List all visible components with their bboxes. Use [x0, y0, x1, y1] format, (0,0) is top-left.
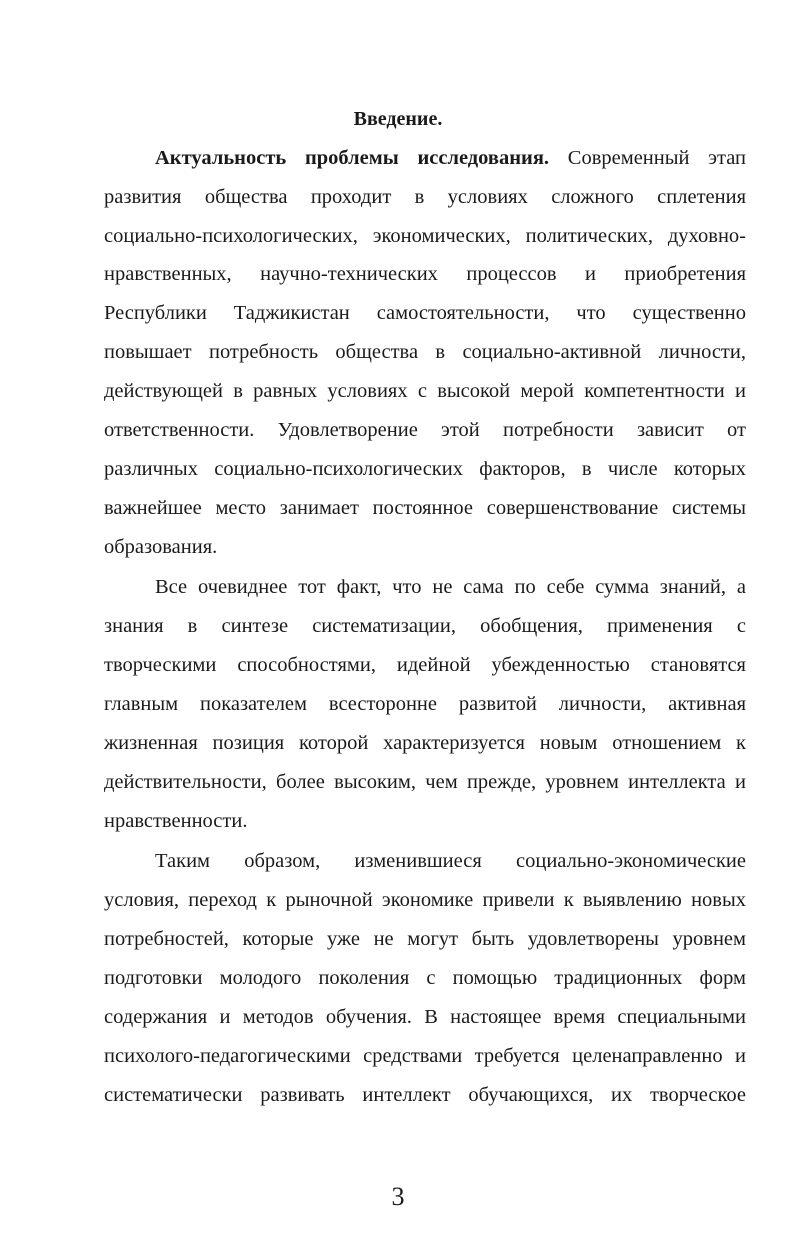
paragraph-2-line-1: Все очевиднее тот факт, что не сама по себе сумма знаний, а	[155, 576, 746, 598]
text-line: условия, переход к рыночной экономике привели к выявлению новых	[104, 889, 746, 911]
text-line: психолого-педагогическими средствами требуется целенаправленно и	[104, 1045, 746, 1067]
page-title: Введение.	[353, 108, 443, 130]
page-number: 3	[391, 1182, 405, 1211]
text-line: содержания и методов обучения. В настоящее время специальными	[104, 1006, 746, 1028]
text-line: повышает потребность общества в социально-активной личности,	[104, 341, 746, 363]
text-line: нравственности.	[104, 810, 248, 832]
text-line: образования.	[104, 536, 218, 558]
text-line: подготовки молодого поколения с помощью традиционных форм	[104, 967, 746, 989]
text-line: творческими способностями, идейной убежденностью становятся	[104, 654, 746, 676]
text-line: систематически развивать интеллект обучающихся, их творческое	[104, 1084, 746, 1106]
section-lead-title: Актуальность проблемы исследования.	[155, 147, 550, 169]
paragraph-3-line-1: Таким образом, изменившиеся социально-экономические	[155, 850, 746, 872]
section-lead-text: Современный этап	[549, 147, 747, 169]
text-line: различных социально-психологических факторов, в числе которых	[104, 458, 746, 480]
text-line: действительности, более высоким, чем прежде, уровнем интеллекта и	[104, 771, 746, 793]
paragraph-1-line-1	[155, 143, 746, 173]
text-line: главным показателем всесторонне развитой личности, активная	[104, 693, 746, 715]
text-line: потребностей, которые уже не могут быть удовлетворены уровнем	[104, 928, 746, 950]
text-line: Республики Таджикистан самостоятельности, что существенно	[104, 302, 746, 324]
text-line: развития общества проходит в условиях сложного сплетения	[104, 186, 746, 208]
text-line: жизненная позиция которой характеризуется новым отношением к	[104, 732, 746, 754]
text-line: нравственных, научно-технических процессов и приобретения	[104, 263, 746, 285]
text-line: знания в синтезе систематизации, обобщения, применения с	[104, 615, 746, 637]
text-line: социально-психологических, экономических, политических, духовно-	[104, 225, 746, 247]
text-line: важнейшее место занимает постоянное совершенствование системы	[104, 497, 746, 519]
text-line: ответственности. Удовлетворение этой потребности зависит от	[104, 419, 746, 441]
text-line: действующей в равных условиях с высокой мерой компетентности и	[104, 380, 746, 402]
